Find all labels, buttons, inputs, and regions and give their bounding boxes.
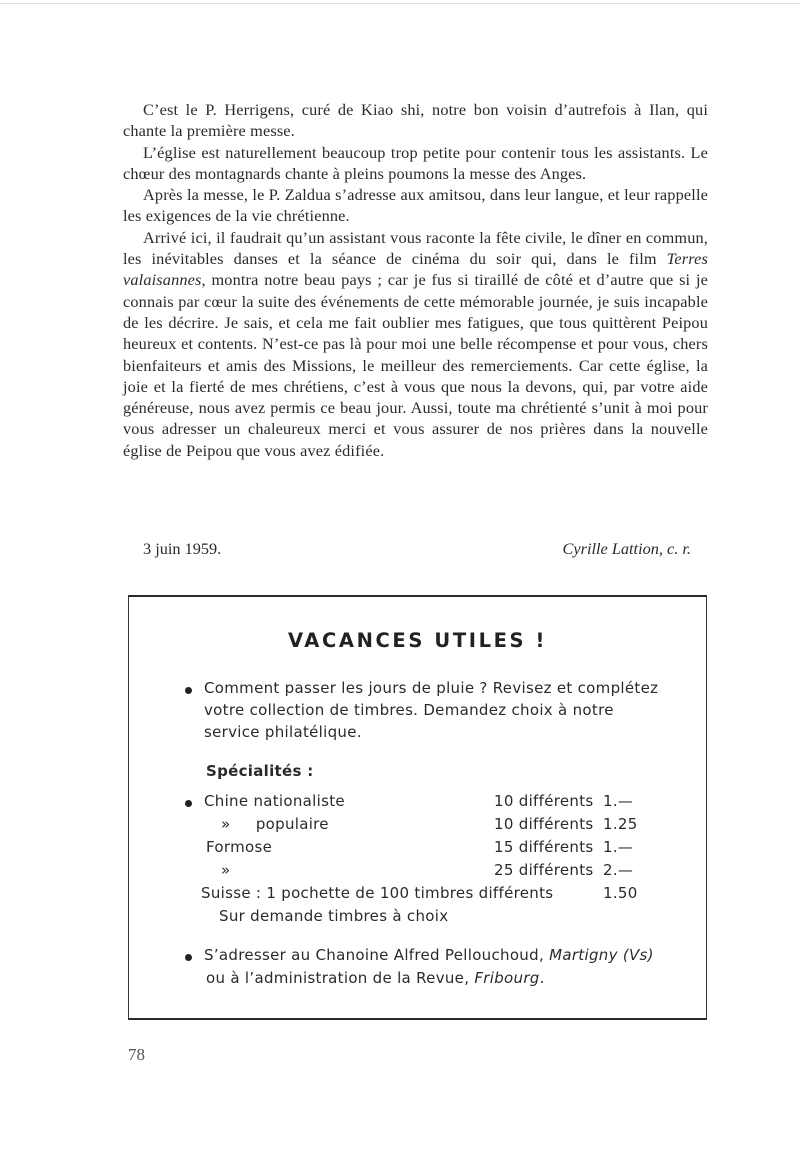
row-price-4: 2.— [603, 861, 634, 879]
contact-place-fribourg: Fribourg [474, 969, 540, 987]
row-count-2: 10 différents [494, 815, 594, 833]
paragraph-4-start: Arrivé ici, il faudrait qu’un assistant vous raconte la fête civile, le dîner en commun, les inévitables danses et la séance de cinéma du soir qui, dans le film [123, 227, 708, 269]
paragraph-1: C’est le P. Herrigens, curé de Kiao shi, notre bon voisin d’autrefois à Ilan, qui chante la première messe. [123, 100, 708, 141]
bullet-icon [185, 687, 192, 694]
contact-prefix: S’adresser au Chanoine Alfred Pellouchoud, [204, 946, 545, 964]
intro-line-2: votre collection de timbres. Demandez choix à notre [204, 701, 614, 719]
top-rule [0, 3, 800, 4]
row-label-2: » populaire [221, 815, 329, 833]
row-price-2: 1.25 [603, 815, 638, 833]
row-label-1: Chine nationaliste [204, 792, 345, 810]
contact-end: . [539, 969, 545, 987]
row-count-1: 10 différents [494, 792, 594, 810]
row-label-4: » [221, 861, 231, 879]
contact-line-2 [206, 967, 545, 989]
intro-line-3: service philatélique. [204, 723, 362, 741]
row-price-3: 1.— [603, 838, 634, 856]
row-count-3: 15 différents [494, 838, 594, 856]
contact-line-2-prefix: ou à l’administration de la Revue, [206, 969, 470, 987]
paragraph-4-end: , montra notre beau pays ; car je fus si tiraillé de côté et d’autre que si je connais par cœur la suite des événements de cette mémorable journée, je suis incapable de les décrire. Je sais, et cela me fait oublier mes fatigues, que tous quittèrent Peipou heureux et contents. N’est-ce pas là pour moi une belle récompense et pour vous, chers bienfaiteurs et amis des Missions, le meilleur des remerciements. Car cette église, la joie et la fierté de mes chrétiens, c’est à vous que nous la devons, qui, par votre aide généreuse, nous avez permis ce beau jour. Aussi, toute ma chrétienté s’unit à moi pour vous adresser un chaleureux merci et vous assurer de nos prières dans la nouvelle église de Peipou que vous avez édifiée. [123, 270, 708, 460]
box-title: VACANCES UTILES ! [287, 629, 548, 652]
suisse-line: Suisse : 1 pochette de 100 timbres différents [201, 884, 554, 902]
on-request-line: Sur demande timbres à choix [219, 907, 449, 925]
article-text [123, 99, 708, 461]
advertisement-box [128, 595, 707, 1020]
page-number: 78 [128, 1045, 145, 1064]
date-signature-line [143, 539, 691, 559]
author-signature: Cyrille Lattion, c. r. [562, 539, 691, 558]
bullet-icon [185, 800, 192, 807]
bullet-icon [185, 954, 192, 961]
contact-line-1 [204, 944, 654, 966]
row-count-4: 25 différents [494, 861, 594, 879]
suisse-price: 1.50 [603, 884, 638, 902]
row-price-1: 1.— [603, 792, 634, 810]
intro-line-1: Comment passer les jours de pluie ? Revisez et complétez [204, 679, 659, 697]
paragraph-3: Après la messe, le P. Zaldua s’adresse aux amitsou, dans leur langue, et leur rappelle les exigences de la vie chrétienne. [123, 185, 708, 226]
film-title: Terres valaisannes [123, 249, 708, 290]
specialties-heading: Spécialités : [206, 762, 314, 780]
paragraph-2: L’église est naturellement beaucoup trop petite pour contenir tous les assistants. Le chœur des montagnards chante à pleins poumons la messe des Anges. [123, 142, 708, 183]
letter-date: 3 juin 1959. [143, 539, 222, 558]
contact-place-martigny: Martigny (Vs) [549, 946, 654, 964]
row-label-3: Formose [206, 838, 273, 856]
paragraph-4 [123, 227, 708, 461]
